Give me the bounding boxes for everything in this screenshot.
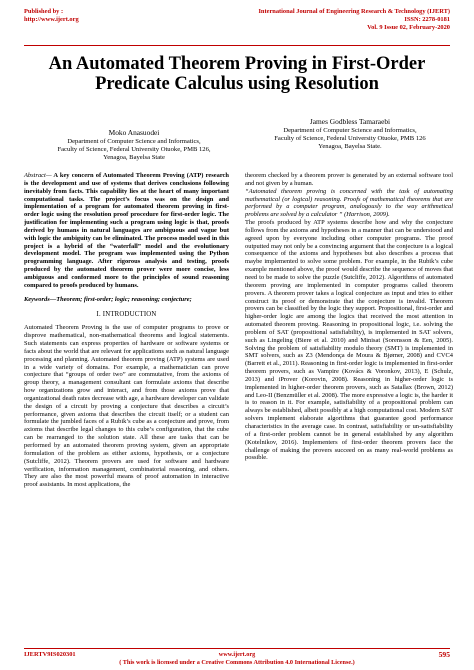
author-block-2 [242, 117, 458, 152]
section-heading: I. INTRODUCTION [96, 310, 157, 318]
page-footer [24, 648, 450, 668]
keywords: Keywords—Theorem; first-order; logic; reasoning; conjecture; [24, 295, 192, 303]
abstract-text: A key concern of Automated Theorem Proving (ATP) research is the development and use of systems that derives conclusions following inevitably from facts. This capability lies at the heart of many important computational tasks. The project’s focus was on the design and implementation of a program for automated theorem proving in first-order logic using the resolution proof procedure for first-order logic. The justification for implementing such a program using logic is that, proofs derived by humans in natural languages are ambiguous and vague but with logic the ambiguity can be eliminated. The process model used in this project is a hybrid of the “waterfall” model and the evolutionary development model. The program was implemented using the Python programming language. After rigorous analysis and testing, proofs produced by the automated theorem prover were more concise, less ambiguous and conformed more to the principles of sound reasoning compared to proofs produced by humans. [24, 172, 229, 289]
author-affiliation-line: Faculty of Science, Federal University Otuoke, PMB 126, [57, 146, 211, 154]
author-affiliation-line: Yenagoa, Bayelsa State. [318, 143, 382, 151]
title-line-1: An Automated Theorem Proving in First-Order [48, 54, 426, 74]
quote-text: “Automated theorem proving is concerned with the task of automating mathematical (or logical) reasoning. Proofs of mathematical theorems that are performed by a computer program, analogously to the way arithmetical problems are solved by a calculator ” [245, 187, 453, 219]
publisher-label: Published by : [24, 8, 64, 15]
author-name: Moko Anasuodei [108, 128, 160, 137]
paragraph: theorem checked by a theorem prover is generated by an external software tool and not given by a human. [245, 172, 453, 187]
title-line-2: Predicate Calculus using Resolution [95, 74, 379, 94]
author-affiliation-line: Faculty of Science, Federal University Otuoke, PMB 126 [274, 135, 426, 143]
footer-center [84, 651, 390, 666]
journal-info [258, 8, 450, 32]
author-name: James Godbless Tamaraebi [309, 117, 391, 126]
quote-paragraph [245, 188, 453, 219]
right-column [245, 172, 453, 462]
issn: ISSN: 2278-0181 [404, 16, 450, 23]
paper-title [20, 54, 454, 94]
author-affiliation-line: Department of Computer Science and Informatics, [67, 138, 201, 145]
paragraph: The proofs produced by ATP systems describe how and why the conjecture follows from the axioms and hypotheses in a manner that can be understood and agreed upon by everyone including other computer programs. The proof outputted may not only be a convincing argument that the conjecture is a logical consequence of the axioms and hypotheses but also describes a process that maybe implemented to solve some problem. For example, in the Rubik’s cube example mentioned above, the proof would describe the sequence of moves that need to be made to solve the puzzle (Sutcliffe, 2012). Algorithms of automated theorem proving are implemented in computer programs called theorem provers. A theorem prover takes a logical conjecture as input and tries to either construct its proof or demonstrate that the conjecture is invalid. Theorem provers can be classified by the logic they support. Propositional, first-order and higher-order logic are among the logics that received the most attention in automated theorem proving. Reasoning in propositional logic, i.e. solving the problem of SAT (propositional satisfiability), is implemented in SAT solvers, such as Lingeling (Biere et al. 2010) and Minisat (Sorensson & Een, 2005). Solving the problem of satisfiability modulo theory (SMT) is implemented in SMT solvers, such as Z3 (Mendonça de Moura & Bjørner, 2008) and CVC4 (Barrett et al., 2011). Reasoning in first-order logic is implemented in first-order theorem provers, such as Vampire (Kovács & Voronkov, 2013), E (Schulz, 2013) and iProver (Korovin, 2008). Reasoning in higher-order logic is implemented in higher-order theorem provers, such as Satallax (Brown, 2012) and Leo-II (Benzmüller et al. 2008). The more expressive a logic is, the harder it is to reason in it. For example, satisfiability of a propositional problem can always be established, albeit possibly at a high computational cost. Modern SAT solvers implement elaborate algorithms that guarantee good performance characteristics in the average case. In contrast, satisfiability or un-satisfiability of a first-order problem cannot be in general established by any algorithm (Kotelnikov, 2016). Implementers of first-order theorem provers face the challenge of making the provers succeed on as many real-world problems as possible. [245, 219, 453, 462]
page-header [24, 8, 450, 46]
page-number: 595 [438, 650, 450, 659]
author-affiliation-line: Department of Computer Science and Informatics, [283, 127, 417, 134]
footer-url[interactable]: www.ijert.org [218, 651, 256, 658]
left-column [24, 172, 229, 489]
publisher-link[interactable]: http://www.ijert.org [24, 16, 79, 23]
license-text: ( This work is licensed under a Creative Commons Attribution 4.0 International License.) [119, 658, 355, 666]
publisher-info [24, 8, 79, 24]
journal-name: International Journal of Engineering Research & Technology (IJERT) [258, 8, 450, 15]
paper-id: IJERTV9IS020301 [24, 651, 76, 658]
intro-paragraph: Automated Theorem Proving is the use of computer programs to prove or disprove mathematical, non-mathematical theorems and logical statements. Such statements can express properties of hardware or software systems or facts about the world that are relevant for applications such as natural language processing and planning. Automated theorem proving (ATP) systems are used in a wide variety of domains. For example, a mathematician can prove conjecture that “groups of order two” are commutative, from the axioms of group theory, a management consultant can formulate axioms that describe how organizations grow and interact, and from those axioms prove that organizational death rates decrease with age, a hardware developer can validate the design of a circuit by proving a conjecture that describes a circuit’s performance, given axioms that describes the circuit itself; or a student can formulate the jumbled faces of a Rubik’s cube as a conjecture and prove, from axioms that describe legal changes to this cube’s configuration, that the cube can be rearranged to the solution state. All these are tasks that can be performed by an automated theorem proving system, given an appropriate formulation of the problem as either axioms, hypothesis, or a conjecture (Sutcliffe, 2012). Theorem provers are used for software and hardware verification, information management, combinatorial reasoning, and others. They are also the most powerful means of proof automation in interactive proof assistants. In most applications, the [24, 324, 229, 489]
header-divider [24, 45, 450, 46]
abstract [24, 172, 229, 290]
author-block-1 [26, 128, 242, 163]
quote-citation: (Harrison, 2009). [342, 211, 390, 219]
footer-divider [24, 648, 450, 649]
abstract-label: Abstract— [24, 172, 52, 179]
volume-issue: Vol. 9 Issue 02, February-2020 [367, 24, 450, 31]
author-affiliation-line: Yenagoa, Bayelsa State [103, 154, 165, 162]
